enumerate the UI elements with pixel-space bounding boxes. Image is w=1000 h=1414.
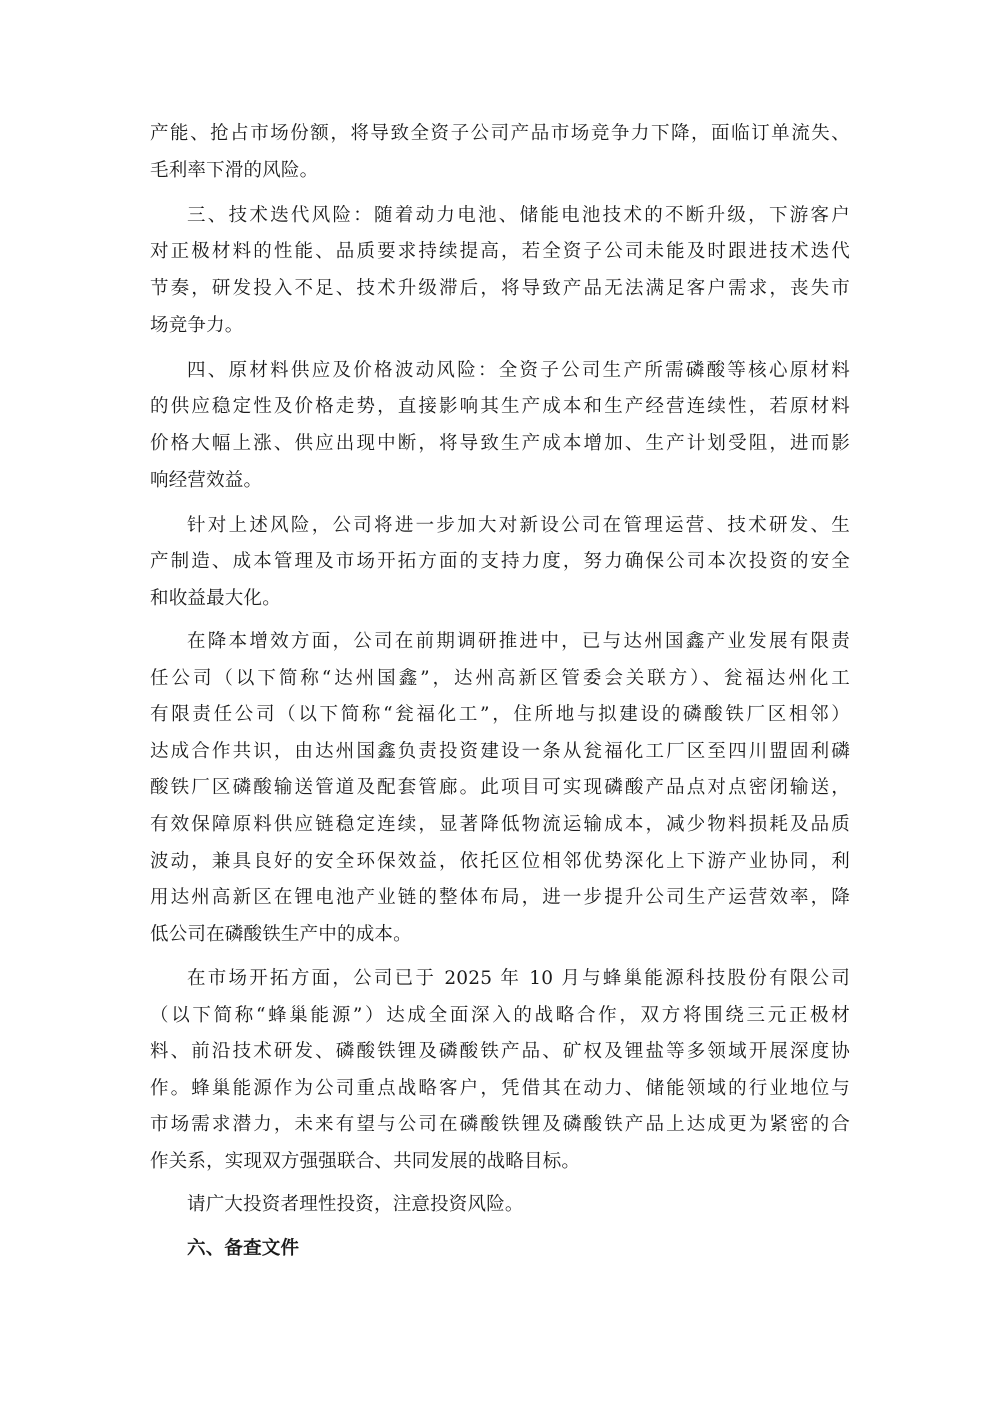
paragraph-line: 低公司在磷酸铁生产中的成本。 bbox=[150, 924, 412, 945]
paragraph-line: 作关系，实现双方强强联合、共同发展的战略目标。 bbox=[150, 1151, 581, 1172]
paragraph-line: 产制造、成本管理及市场开拓方面的支持力度，努力确保公司本次投资的安全 bbox=[150, 551, 850, 572]
paragraph-line: 波动，兼具良好的安全环保效益，依托区位相邻优势深化上下游产业协同，利 bbox=[150, 851, 850, 872]
section-heading: 六、备查文件 bbox=[187, 1238, 300, 1259]
paragraph-line: 针对上述风险，公司将进一步加大对新设公司在管理运营、技术研发、生 bbox=[187, 515, 850, 536]
paragraph-line: （以下简称“蜂巢能源”）达成全面深入的战略合作，双方将围绕三元正极材 bbox=[150, 1005, 850, 1026]
paragraph-line: 在市场开拓方面，公司已于 2025 年 10 月与蜂巢能源科技股份有限公司 bbox=[187, 968, 850, 989]
paragraph-line: 酸铁厂区磷酸输送管道及配套管廊。此项目可实现磷酸产品点对点密闭输送， bbox=[150, 777, 850, 798]
paragraph-line: 有效保障原料供应链稳定连续，显著降低物流运输成本，减少物料损耗及品质 bbox=[150, 814, 850, 835]
paragraph-line: 请广大投资者理性投资，注意投资风险。 bbox=[187, 1194, 524, 1215]
paragraph-line: 市场需求潜力，未来有望与公司在磷酸铁锂及磷酸铁产品上达成更为紧密的合 bbox=[150, 1114, 850, 1135]
paragraph-line: 毛利率下滑的风险。 bbox=[150, 160, 319, 181]
paragraph-line: 对正极材料的性能、品质要求持续提高，若全资子公司未能及时跟进技术迭代 bbox=[150, 241, 850, 262]
paragraph-line: 达成合作共识，由达州国鑫负责投资建设一条从瓮福化工厂区至四川盟固利磷 bbox=[150, 741, 850, 762]
paragraph-line: 响经营效益。 bbox=[150, 470, 263, 491]
paragraph-line: 三、技术迭代风险：随着动力电池、储能电池技术的不断升级，下游客户 bbox=[187, 205, 850, 226]
paragraph-line: 料、前沿技术研发、磷酸铁锂及磷酸铁产品、矿权及锂盐等多领域开展深度协 bbox=[150, 1041, 850, 1062]
paragraph-line: 场竞争力。 bbox=[150, 315, 244, 336]
paragraph-line: 产能、抢占市场份额，将导致全资子公司产品市场竞争力下降，面临订单流失、 bbox=[150, 123, 850, 144]
paragraph-line: 任公司（以下简称“达州国鑫”，达州高新区管委会关联方）、瓮福达州化工 bbox=[150, 668, 850, 689]
paragraph-line: 在降本增效方面，公司在前期调研推进中，已与达州国鑫产业发展有限责 bbox=[187, 631, 850, 652]
paragraph-line: 四、原材料供应及价格波动风险：全资子公司生产所需磷酸等核心原材料 bbox=[187, 360, 850, 381]
paragraph-line: 价格大幅上涨、供应出现中断，将导致生产成本增加、生产计划受阻，进而影 bbox=[150, 433, 850, 454]
paragraph-line: 用达州高新区在锂电池产业链的整体布局，进一步提升公司生产运营效率，降 bbox=[150, 887, 850, 908]
paragraph-line: 节奏，研发投入不足、技术升级滞后，将导致产品无法满足客户需求，丧失市 bbox=[150, 278, 850, 299]
paragraph-line: 有限责任公司（以下简称“瓮福化工”，住所地与拟建设的磷酸铁厂区相邻） bbox=[150, 704, 850, 725]
paragraph-line: 作。蜂巢能源作为公司重点战略客户，凭借其在动力、储能领域的行业地位与 bbox=[150, 1078, 850, 1099]
paragraph-line: 和收益最大化。 bbox=[150, 588, 281, 609]
paragraph-line: 的供应稳定性及价格走势，直接影响其生产成本和生产经营连续性，若原材料 bbox=[150, 396, 850, 417]
